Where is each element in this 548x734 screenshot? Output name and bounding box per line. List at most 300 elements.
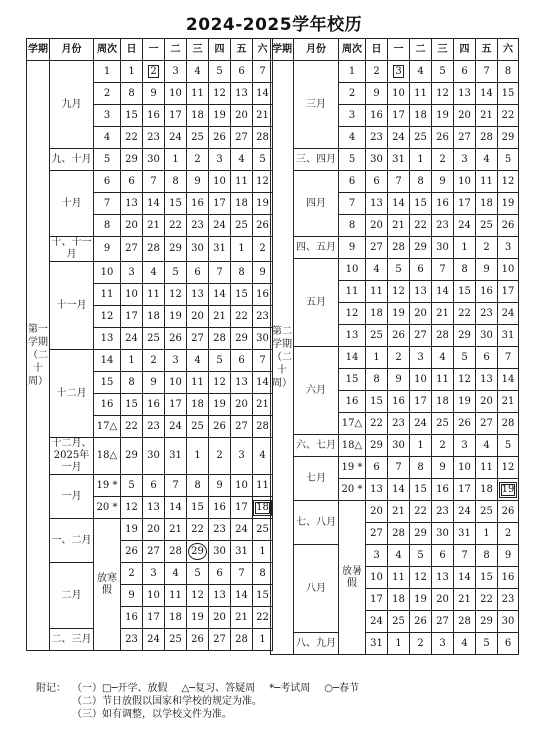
day-cell: 23 — [209, 519, 231, 541]
day-cell: 12 — [454, 369, 476, 391]
day-cell: 2 — [432, 149, 454, 171]
day-cell: 24 — [143, 629, 165, 651]
day-cell: 23 — [498, 589, 519, 611]
day-cell: 17 — [454, 193, 476, 215]
day-cell: 21 — [476, 105, 498, 127]
day-cell: 12 — [388, 281, 410, 303]
day-cell: 16 — [432, 479, 454, 501]
day-cell: 4 — [388, 545, 410, 567]
notes-line-1 — [36, 682, 373, 695]
day-cell: 21 — [253, 105, 273, 127]
calendar-row — [271, 457, 519, 479]
day-cell: 6 — [454, 61, 476, 83]
week-number: 2 — [339, 83, 366, 105]
day-cell: 28 — [476, 127, 498, 149]
day-cell: 14 — [476, 83, 498, 105]
day-cell: 10 — [388, 83, 410, 105]
day-cell: 7 — [388, 171, 410, 193]
day-cell: 12 — [410, 567, 432, 589]
day-cell: 22 — [165, 215, 187, 237]
header-fri: 五 — [231, 39, 253, 61]
day-cell: 16 — [143, 105, 165, 127]
term-label: 第二学期（二十周） — [271, 61, 294, 655]
day-cell: 13 — [476, 369, 498, 391]
day-cell: 2 — [209, 438, 231, 475]
header-tue: 二 — [410, 39, 432, 61]
day-cell: 16 — [388, 391, 410, 413]
vacation-start-mark: 19 — [499, 482, 518, 498]
day-cell: 15 — [366, 391, 388, 413]
day-cell: 16 — [432, 193, 454, 215]
day-cell: 24 — [454, 501, 476, 523]
day-cell: 23 — [432, 215, 454, 237]
day-cell: 15 — [410, 193, 432, 215]
day-cell: 9 — [498, 545, 519, 567]
week-number: 6 — [339, 171, 366, 193]
day-cell: 2 — [187, 149, 209, 171]
day-cell: 22 — [253, 607, 273, 629]
month-cell: 十一月 — [50, 262, 94, 350]
calendar-row — [27, 61, 273, 83]
day-cell: 11 — [143, 284, 165, 306]
day-cell: 30 — [253, 328, 273, 350]
month-cell: 十二月 — [50, 350, 94, 438]
day-cell: 20 — [454, 105, 476, 127]
week-number: 9 — [94, 237, 121, 262]
day-cell: 22 — [454, 303, 476, 325]
day-cell: 9 — [143, 83, 165, 105]
vacation-start-mark: 18 — [253, 500, 272, 516]
header-thu: 四 — [209, 39, 231, 61]
day-cell: 13 — [366, 479, 388, 501]
day-cell: 18 — [410, 105, 432, 127]
day-cell: 10 — [143, 585, 165, 607]
day-cell: 1 — [388, 633, 410, 655]
day-cell: 19 — [410, 589, 432, 611]
day-cell: 4 — [231, 149, 253, 171]
header-mon: 一 — [388, 39, 410, 61]
calendar-row — [27, 149, 273, 171]
day-cell: 7 — [165, 475, 187, 497]
day-cell: 15 — [121, 105, 143, 127]
day-cell: 21 — [253, 394, 273, 416]
day-cell: 14 — [253, 372, 273, 394]
day-cell: 15 — [165, 193, 187, 215]
day-cell: 5 — [388, 259, 410, 281]
day-cell: 26 — [121, 541, 143, 563]
day-cell: 6 — [410, 259, 432, 281]
day-cell: 3 — [366, 545, 388, 567]
legend-open-close: （一）□─开学、放假 — [72, 683, 168, 694]
day-cell: 2 — [253, 237, 273, 262]
day-cell: 17 — [366, 589, 388, 611]
week-number: 11 — [94, 284, 121, 306]
day-cell: 3 — [432, 633, 454, 655]
day-cell: 1 — [476, 523, 498, 545]
day-cell: 18 — [432, 391, 454, 413]
day-cell: 26 — [388, 325, 410, 347]
day-cell: 18 — [187, 394, 209, 416]
day-cell: 11 — [432, 369, 454, 391]
day-cell — [498, 479, 519, 501]
day-cell: 2 — [432, 435, 454, 457]
day-cell: 28 — [209, 328, 231, 350]
day-cell: 5 — [454, 347, 476, 369]
day-cell: 27 — [366, 523, 388, 545]
day-cell: 27 — [209, 629, 231, 651]
day-cell: 21 — [454, 589, 476, 611]
month-cell: 四月 — [294, 171, 339, 237]
day-cell: 29 — [165, 237, 187, 262]
day-cell: 23 — [388, 413, 410, 435]
day-cell: 5 — [209, 350, 231, 372]
day-cell: 16 — [121, 607, 143, 629]
month-cell: 十月 — [50, 171, 94, 237]
term2-body — [271, 61, 519, 655]
day-cell: 14 — [388, 193, 410, 215]
day-cell: 4 — [366, 259, 388, 281]
day-cell: 24 — [498, 303, 519, 325]
day-cell: 15 — [231, 284, 253, 306]
day-cell: 18 — [231, 193, 253, 215]
week-number: 12 — [94, 306, 121, 328]
day-cell: 19 — [454, 391, 476, 413]
month-cell: 一月 — [50, 475, 94, 519]
day-cell: 29 — [476, 611, 498, 633]
notes-holiday-rule: （二）节日放假以国家和学校的规定为准。 — [72, 696, 262, 707]
day-cell: 24 — [454, 215, 476, 237]
day-cell: 24 — [165, 416, 187, 438]
day-cell: 13 — [231, 83, 253, 105]
header-week: 周次 — [339, 39, 366, 61]
day-cell: 26 — [209, 127, 231, 149]
day-cell: 16 — [366, 105, 388, 127]
day-cell: 12 — [209, 83, 231, 105]
day-cell: 22 — [498, 105, 519, 127]
day-cell: 16 — [253, 284, 273, 306]
day-cell: 29 — [410, 523, 432, 545]
day-cell: 12 — [121, 497, 143, 519]
day-cell: 25 — [165, 629, 187, 651]
day-cell: 4 — [454, 633, 476, 655]
day-cell: 18 — [165, 607, 187, 629]
day-cell: 27 — [187, 328, 209, 350]
calendar-row — [27, 262, 273, 284]
calendar-row — [271, 259, 519, 281]
day-cell: 11 — [187, 83, 209, 105]
day-cell: 7 — [454, 545, 476, 567]
day-cell: 9 — [143, 372, 165, 394]
calendar-row — [271, 61, 519, 83]
week-number: 4 — [94, 127, 121, 149]
day-cell: 19 — [432, 105, 454, 127]
week-number: 1 — [94, 61, 121, 83]
day-cell: 6 — [498, 633, 519, 655]
day-cell: 18 — [366, 303, 388, 325]
day-cell: 19 — [388, 303, 410, 325]
calendar-row — [271, 149, 519, 171]
day-cell: 30 — [143, 438, 165, 475]
day-cell: 6 — [143, 475, 165, 497]
header-term: 学期 — [271, 39, 294, 61]
day-cell: 30 — [498, 611, 519, 633]
week-number: 10 — [94, 262, 121, 284]
day-cell: 16 — [209, 497, 231, 519]
day-cell: 4 — [253, 438, 273, 475]
day-cell: 29 — [121, 149, 143, 171]
day-cell: 5 — [498, 435, 519, 457]
day-cell: 21 — [388, 215, 410, 237]
notes-line-2 — [36, 695, 373, 708]
week-number: 2 — [94, 83, 121, 105]
week-number: 17△ — [339, 413, 366, 435]
notes — [36, 682, 373, 721]
calendar-row — [271, 171, 519, 193]
day-cell: 17 — [410, 391, 432, 413]
day-cell: 16 — [187, 193, 209, 215]
day-cell: 6 — [366, 457, 388, 479]
week-number: 19 * — [339, 457, 366, 479]
day-cell: 25 — [388, 611, 410, 633]
day-cell: 15 — [410, 479, 432, 501]
day-cell: 15 — [187, 497, 209, 519]
month-cell: 三月 — [294, 61, 339, 149]
day-cell: 6 — [231, 350, 253, 372]
month-cell: 九月 — [50, 61, 94, 149]
week-number: 20 * — [94, 497, 121, 519]
day-cell: 20 — [432, 589, 454, 611]
day-cell: 17 — [454, 479, 476, 501]
month-cell: 六月 — [294, 347, 339, 435]
day-cell: 11 — [231, 171, 253, 193]
day-cell: 17 — [231, 497, 253, 519]
day-cell: 8 — [366, 369, 388, 391]
day-cell: 25 — [366, 325, 388, 347]
day-cell: 28 — [231, 629, 253, 651]
day-cell: 22 — [476, 589, 498, 611]
day-cell: 27 — [121, 237, 143, 262]
day-cell: 2 — [476, 237, 498, 259]
day-cell: 1 — [410, 149, 432, 171]
day-cell: 3 — [165, 350, 187, 372]
header-wed: 三 — [432, 39, 454, 61]
day-cell: 8 — [121, 372, 143, 394]
day-cell: 23 — [121, 629, 143, 651]
day-cell: 14 — [498, 369, 519, 391]
calendar-row — [27, 237, 273, 262]
week-number: 17△ — [94, 416, 121, 438]
day-cell: 6 — [231, 61, 253, 83]
day-cell: 17 — [165, 394, 187, 416]
day-cell: 20 — [143, 519, 165, 541]
day-cell: 24 — [366, 611, 388, 633]
day-cell: 3 — [143, 563, 165, 585]
day-cell: 17 — [498, 281, 519, 303]
day-cell: 4 — [165, 563, 187, 585]
day-cell: 28 — [388, 523, 410, 545]
day-cell: 28 — [143, 237, 165, 262]
day-cell: 14 — [454, 567, 476, 589]
day-cell: 22 — [410, 215, 432, 237]
term2-calendar-table — [270, 38, 519, 655]
day-cell: 24 — [165, 127, 187, 149]
day-cell: 19 — [253, 193, 273, 215]
day-cell: 23 — [366, 127, 388, 149]
day-cell: 22 — [187, 519, 209, 541]
day-cell: 4 — [476, 149, 498, 171]
day-cell: 20 — [121, 215, 143, 237]
day-cell: 7 — [476, 61, 498, 83]
day-cell: 6 — [366, 171, 388, 193]
day-cell: 28 — [432, 325, 454, 347]
day-cell: 15 — [121, 394, 143, 416]
day-cell: 25 — [143, 328, 165, 350]
day-cell: 8 — [231, 262, 253, 284]
notes-adjust-rule: （三）如有调整，以学校文件为准。 — [72, 709, 232, 720]
day-cell: 11 — [388, 567, 410, 589]
day-cell: 22 — [231, 306, 253, 328]
day-cell: 23 — [143, 127, 165, 149]
day-cell: 22 — [121, 416, 143, 438]
day-cell: 27 — [454, 127, 476, 149]
header-sat: 六 — [498, 39, 519, 61]
day-cell: 20 — [209, 607, 231, 629]
day-cell: 13 — [454, 83, 476, 105]
day-cell: 30 — [366, 149, 388, 171]
day-cell: 30 — [432, 523, 454, 545]
day-cell: 25 — [476, 215, 498, 237]
day-cell: 11 — [410, 83, 432, 105]
day-cell: 4 — [476, 435, 498, 457]
day-cell: 18 — [187, 105, 209, 127]
header-month: 月份 — [50, 39, 94, 61]
day-cell: 28 — [454, 611, 476, 633]
day-cell: 3 — [498, 237, 519, 259]
day-cell: 6 — [432, 545, 454, 567]
day-cell: 12 — [209, 372, 231, 394]
day-cell: 20 — [476, 391, 498, 413]
week-number: 18△ — [339, 435, 366, 457]
calendar-row — [27, 171, 273, 193]
term-label: 第一学期（二十周） — [27, 61, 50, 651]
day-cell: 16 — [476, 281, 498, 303]
day-cell: 28 — [165, 541, 187, 563]
day-cell: 2 — [410, 633, 432, 655]
week-number: 1 — [339, 61, 366, 83]
day-cell: 15 — [476, 567, 498, 589]
month-cell: 七、八月 — [294, 501, 339, 545]
week-number: 13 — [94, 328, 121, 350]
day-cell: 7 — [498, 347, 519, 369]
day-cell: 30 — [143, 149, 165, 171]
header-mon: 一 — [143, 39, 165, 61]
day-cell: 25 — [187, 416, 209, 438]
day-cell: 21 — [388, 501, 410, 523]
week-number: 13 — [339, 325, 366, 347]
day-cell: 1 — [165, 149, 187, 171]
day-cell: 30 — [476, 325, 498, 347]
day-cell: 7 — [209, 262, 231, 284]
day-cell: 19 — [498, 193, 519, 215]
day-cell: 11 — [476, 457, 498, 479]
day-cell: 31 — [366, 633, 388, 655]
term1-calendar-table — [26, 38, 273, 651]
day-cell: 21 — [498, 391, 519, 413]
day-cell: 27 — [231, 416, 253, 438]
day-cell: 10 — [165, 83, 187, 105]
day-cell: 2 — [143, 350, 165, 372]
header-week: 周次 — [94, 39, 121, 61]
month-cell: 二、三月 — [50, 629, 94, 651]
month-cell: 九、十月 — [50, 149, 94, 171]
day-cell: 10 — [209, 171, 231, 193]
day-cell: 5 — [410, 545, 432, 567]
day-cell: 9 — [121, 585, 143, 607]
day-cell: 1 — [253, 629, 273, 651]
day-cell: 25 — [253, 519, 273, 541]
day-cell: 15 — [498, 83, 519, 105]
day-cell: 6 — [476, 347, 498, 369]
day-cell: 13 — [187, 284, 209, 306]
day-cell: 24 — [410, 413, 432, 435]
day-cell: 14 — [388, 479, 410, 501]
day-cell: 26 — [498, 215, 519, 237]
day-cell: 11 — [165, 585, 187, 607]
day-cell: 5 — [209, 61, 231, 83]
header-thu: 四 — [454, 39, 476, 61]
day-cell: 26 — [498, 501, 519, 523]
notes-label: 附记： — [36, 683, 66, 694]
calendar-row — [27, 629, 273, 651]
day-cell: 2 — [388, 347, 410, 369]
month-cell: 三、四月 — [294, 149, 339, 171]
month-cell: 六、七月 — [294, 435, 339, 457]
day-cell: 13 — [209, 585, 231, 607]
day-cell: 3 — [231, 438, 253, 475]
calendar-row — [271, 237, 519, 259]
day-cell: 26 — [410, 611, 432, 633]
day-cell: 5 — [187, 563, 209, 585]
day-cell: 26 — [209, 416, 231, 438]
day-cell: 6 — [187, 262, 209, 284]
day-cell: 8 — [253, 563, 273, 585]
header-fri: 五 — [476, 39, 498, 61]
header-sun: 日 — [366, 39, 388, 61]
day-cell: 29 — [366, 435, 388, 457]
day-cell: 26 — [187, 629, 209, 651]
day-cell: 20 — [410, 303, 432, 325]
day-cell: 7 — [143, 171, 165, 193]
day-cell: 9 — [366, 83, 388, 105]
day-cell: 5 — [253, 149, 273, 171]
day-cell: 12 — [165, 284, 187, 306]
day-cell: 8 — [121, 83, 143, 105]
day-cell: 29 — [454, 325, 476, 347]
header-sun: 日 — [121, 39, 143, 61]
day-cell: 18 — [476, 479, 498, 501]
header-tue: 二 — [165, 39, 187, 61]
day-cell: 18 — [143, 306, 165, 328]
day-cell: 31 — [209, 237, 231, 262]
month-cell: 八、九月 — [294, 633, 339, 655]
day-cell: 13 — [432, 567, 454, 589]
day-cell: 28 — [253, 416, 273, 438]
day-cell: 25 — [410, 127, 432, 149]
week-number: 10 — [339, 259, 366, 281]
term-start-mark: 3 — [395, 66, 402, 77]
day-cell: 1 — [121, 61, 143, 83]
week-number: 12 — [339, 303, 366, 325]
